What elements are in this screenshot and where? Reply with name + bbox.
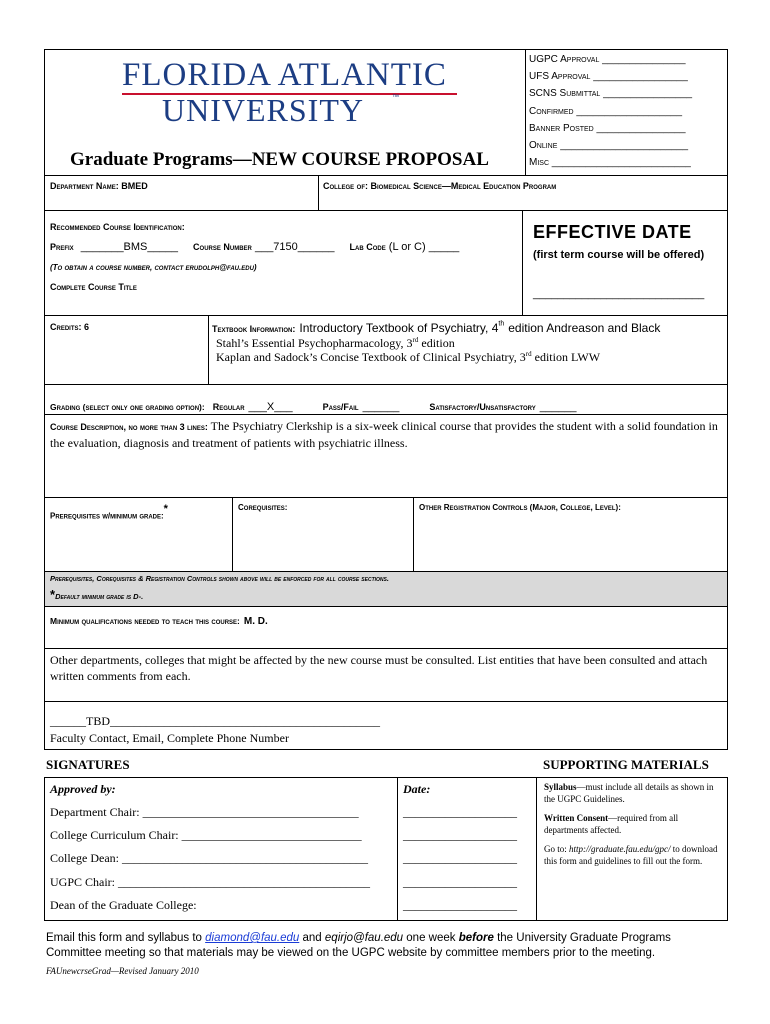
college-label: College of:: [323, 181, 368, 191]
approval-label: Banner Posted: [529, 122, 594, 134]
signature-label: College Dean:: [50, 851, 119, 865]
textbook-2: Stahl’s Essential Psychopharmacology, 3: [216, 336, 413, 350]
supporting-divider: [536, 777, 537, 921]
credits-divider: [208, 315, 209, 385]
grading-passfail-value[interactable]: ______: [362, 401, 400, 413]
grading-regular-value[interactable]: ___X___: [248, 401, 293, 413]
department-label: Department Name:: [50, 181, 119, 191]
date-divider: [397, 777, 398, 921]
date-line[interactable]: ___________________: [403, 851, 517, 865]
signature-row[interactable]: [50, 851, 368, 866]
signature-row[interactable]: [50, 875, 370, 890]
other-depts-text: Other departments, colleges that might be affected by the new course must be consulted. List entities that have been consulted and attach written comments from each.: [50, 653, 708, 683]
revision-note: FAUnewcrseGrad—Revised January 2010: [46, 966, 199, 976]
logo-trademark: ™: [392, 94, 399, 101]
course-number-note: (To obtain a course number, contact erudolph@fau.edu): [50, 263, 257, 272]
asterisk: *: [163, 503, 168, 515]
email-link-eqirjo[interactable]: eqirjo@fau.edu: [324, 932, 404, 944]
prereq-divider-2: [413, 497, 414, 572]
default-grade-note: Default minimum grade is D-.: [55, 592, 144, 601]
signature-label: College Curriculum Chair:: [50, 828, 179, 842]
date-line[interactable]: ___________________: [403, 898, 517, 912]
footer-line1: [46, 932, 671, 944]
consent-text: —required from all departments affected.: [544, 813, 679, 835]
approval-label: Misc: [529, 157, 549, 169]
logo-line2: UNIVERSITY: [162, 92, 364, 128]
superscript: rd: [525, 350, 532, 358]
signatures-heading: SIGNATURES: [46, 757, 130, 772]
date-line[interactable]: ___________________: [403, 828, 517, 842]
enforced-line2: [50, 586, 143, 604]
course-id-heading: Recommended Course Identification:: [50, 222, 185, 232]
signature-row[interactable]: [50, 805, 359, 820]
approval-line[interactable]: ________________: [596, 122, 686, 134]
approval-row: [529, 106, 724, 123]
supporting-syllabus: [544, 781, 724, 805]
textbook-3-rest: edition LWW: [534, 350, 601, 364]
signature-line[interactable]: ____________________________________: [142, 805, 359, 819]
lab-code-label: Lab Code: [349, 242, 386, 252]
prereq-label: [50, 503, 168, 523]
signature-line[interactable]: _________________________________________: [121, 851, 368, 865]
supporting-consent: [544, 812, 724, 836]
signature-line[interactable]: ______________________________: [181, 828, 362, 842]
approval-row: [529, 157, 724, 174]
approval-label: Online: [529, 139, 558, 151]
approval-line[interactable]: _________________: [593, 71, 688, 83]
textbook-1-rest: edition Andreason and Black: [508, 321, 661, 335]
college-value: Biomedical Science—Medical Education Program: [370, 181, 557, 191]
grading-passfail-label: Pass/Fail: [322, 402, 359, 412]
coreq-label: Corequisites:: [238, 503, 288, 512]
prereq-label-text: Prerequisites w/minimum grade:: [50, 511, 164, 521]
approval-line[interactable]: ___________________: [576, 105, 683, 117]
approval-label: UGPC Approval: [529, 54, 600, 65]
effective-date-title: EFFECTIVE DATE: [533, 222, 692, 242]
textbook-label: Textbook Information:: [212, 324, 296, 334]
supporting-goto: [544, 843, 726, 867]
footer-line2: Committee meeting so that materials may be viewed on the UGPC website by committee members prior to the meeting.: [46, 947, 656, 959]
footer-text: Email this form and syllabus to: [46, 932, 202, 944]
approval-line[interactable]: _______________: [602, 54, 686, 65]
description-text[interactable]: The Psychiatry Clerkship is a six-week clinical course that provides the student with a solid foundation in the evaluation, diagnosis and treatment of patients with psychiatric illness.: [50, 419, 718, 450]
approved-by: Approved by:: [50, 782, 116, 796]
min-qual-label: Minimum qualifications needed to teach this course:: [50, 616, 240, 626]
prereq-divider-1: [232, 497, 233, 572]
grading-line: [50, 397, 577, 415]
effective-date-line[interactable]: ____________________________: [533, 288, 705, 300]
grading-regular-label: Regular: [212, 402, 245, 412]
approval-label: Confirmed: [529, 105, 574, 117]
footer-text: the University Graduate Programs: [497, 932, 671, 944]
textbook-3: Kaplan and Sadock’s Concise Textbook of Clinical Psychiatry, 3: [216, 350, 526, 364]
description-label: Course Description, no more than 3 lines:: [50, 422, 208, 432]
credits-field[interactable]: [50, 322, 89, 332]
superscript: th: [498, 320, 505, 328]
textbook-2-rest: edition: [421, 336, 455, 350]
credits-value: 6: [84, 322, 90, 332]
fau-logo: [122, 57, 457, 128]
supporting-heading: SUPPORTING MATERIALS: [543, 757, 709, 772]
signature-row[interactable]: [50, 898, 197, 913]
textbook-line1: [212, 319, 660, 337]
approval-label: SCNS Submittal: [529, 88, 601, 100]
logo-line1: FLORIDA ATLANTIC: [122, 57, 447, 93]
grading-satisfactory-value[interactable]: ______: [539, 401, 577, 413]
course-number-value[interactable]: ___7150______: [254, 241, 335, 253]
approval-line[interactable]: ________________: [603, 88, 693, 100]
footer-text: one week: [406, 932, 456, 944]
approval-list: [529, 54, 724, 174]
lab-code-value[interactable]: (L or C) _____: [388, 241, 460, 253]
effective-divider: [522, 210, 523, 316]
approval-row: [529, 88, 724, 105]
college-field[interactable]: [323, 181, 556, 191]
footer-emphasis: before: [458, 932, 494, 944]
approval-line[interactable]: _______________________: [560, 139, 689, 151]
prefix-label: Prefix: [50, 242, 74, 252]
grading-satisfactory-label: Satisfactory/Unsatisfactory: [429, 402, 536, 412]
approval-line[interactable]: _________________________: [551, 157, 691, 169]
header-divider: [525, 49, 526, 176]
faculty-value[interactable]: ______TBD_____________________________________________: [50, 714, 380, 728]
course-number-label: Course Number: [193, 242, 252, 252]
textbook-line3: [216, 350, 600, 365]
effective-date-subtitle: (first term course will be offered): [533, 249, 705, 261]
date-line[interactable]: ___________________: [403, 805, 517, 819]
prefix-value[interactable]: _______BMS_____: [80, 241, 178, 253]
credits-label: Credits:: [50, 322, 82, 332]
consent-label: Written Consent: [544, 813, 609, 823]
signature-label: Dean of the Graduate College:: [50, 898, 197, 912]
form-title: Graduate Programs—NEW COURSE PROPOSAL: [70, 149, 489, 170]
signature-row[interactable]: [50, 828, 362, 843]
asterisk: *: [50, 587, 56, 602]
approval-row: [529, 71, 724, 88]
date-line[interactable]: ___________________: [403, 875, 517, 889]
other-controls-label: Other Registration Controls (Major, College, Level):: [419, 503, 621, 512]
grading-label: Grading (select only one grading option):: [50, 402, 205, 412]
approval-row: [529, 140, 724, 157]
superscript: rd: [412, 336, 419, 344]
department-value: BMED: [121, 181, 148, 191]
approval-row: [529, 123, 724, 140]
min-qual-field[interactable]: [50, 611, 268, 629]
guidelines-link[interactable]: http://graduate.fau.edu/gpc/: [569, 844, 671, 854]
department-field[interactable]: [50, 181, 148, 191]
email-link-diamond[interactable]: diamond@fau.edu: [205, 932, 300, 944]
dept-divider: [318, 175, 319, 211]
footer-text: and: [302, 932, 322, 944]
faculty-label: Faculty Contact, Email, Complete Phone Number: [50, 731, 289, 745]
signature-label: Department Chair:: [50, 805, 140, 819]
course-id-line: [50, 241, 459, 253]
enforced-line1: Prerequisites, Corequisites & Registration Controls shown above will be enforced for all course sections.: [50, 574, 389, 583]
date-heading: Date:: [403, 782, 431, 796]
syllabus-label: Syllabus: [544, 782, 577, 792]
syllabus-text: —must include all details as shown in the UGPC Guidelines.: [544, 782, 714, 804]
min-qual-value: M. D.: [243, 616, 268, 627]
description-block: [50, 418, 722, 451]
signature-line[interactable]: __________________________________________: [118, 875, 371, 889]
goto-text: to download this form and guidelines to fill out the form.: [544, 844, 718, 866]
course-title-label: Complete Course Title: [50, 282, 137, 292]
goto-label: Go to:: [544, 844, 567, 854]
approval-label: UFS Approval: [529, 71, 591, 83]
textbook-line2: [216, 336, 455, 351]
textbook-1: Introductory Textbook of Psychiatry, 4: [299, 321, 499, 335]
signature-label: UGPC Chair:: [50, 875, 116, 889]
approval-row: [529, 54, 724, 71]
